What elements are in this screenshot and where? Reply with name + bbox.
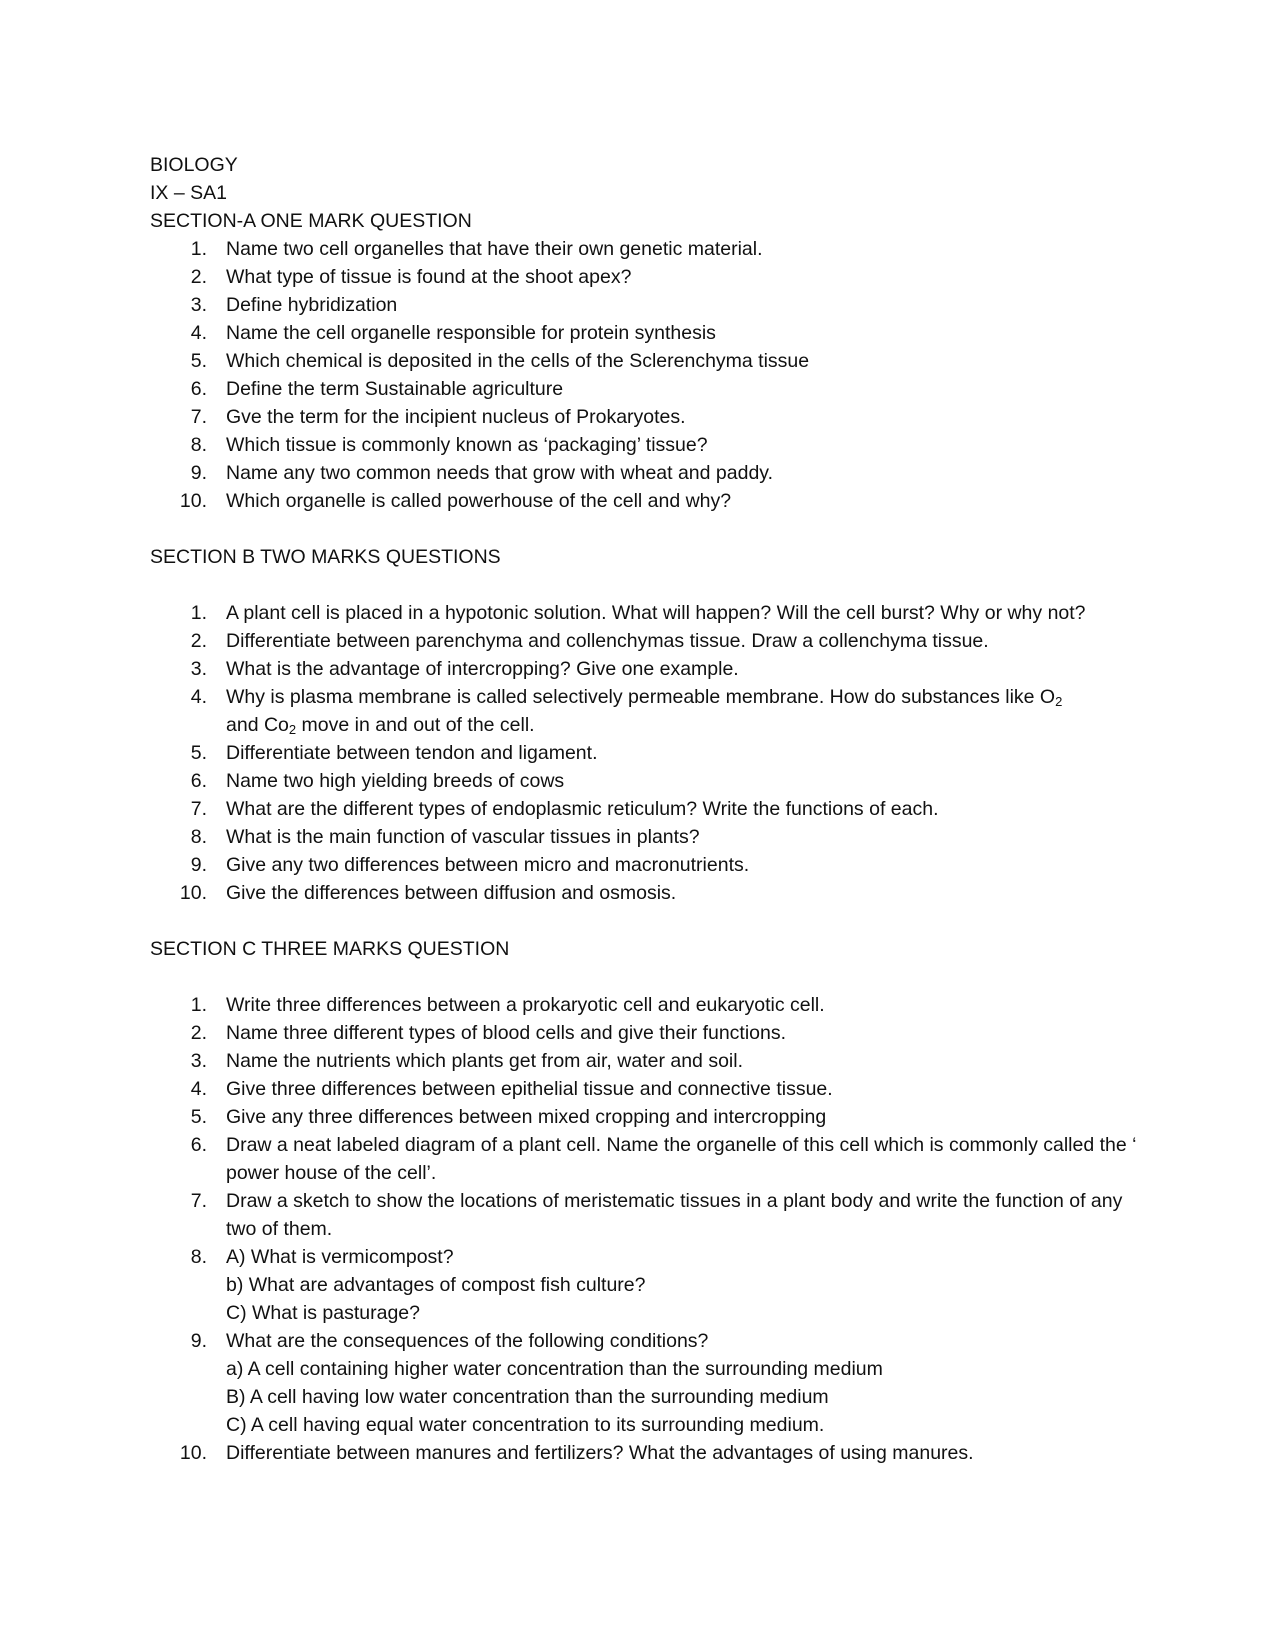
question-number: 1.	[190, 238, 207, 260]
question-item	[150, 347, 1150, 375]
question-number: 10.	[179, 490, 207, 512]
subscript: 2	[1055, 694, 1063, 709]
question-text: What are the different types of endoplasmic reticulum? Write the functions of each.	[226, 798, 939, 820]
sub-question: B) A cell having low water concentration than the surrounding medium	[226, 1386, 829, 1408]
question-text: Give any two differences between micro and macronutrients.	[226, 854, 750, 876]
question-text: What are the consequences of the following conditions?	[226, 1330, 709, 1352]
sub-question: C) A cell having equal water concentration to its surrounding medium.	[226, 1414, 825, 1436]
question-item	[150, 487, 1150, 515]
subject-title: BIOLOGY	[150, 154, 238, 176]
section-a-title: SECTION-A ONE MARK QUESTION	[150, 210, 472, 232]
question-item	[150, 739, 1150, 767]
question-text: What type of tissue is found at the shoot apex?	[226, 266, 632, 288]
question-number: 3.	[190, 1050, 207, 1072]
question-item	[150, 1075, 1150, 1103]
question-item	[150, 1047, 1150, 1075]
question-item	[150, 795, 1150, 823]
question-text: Define hybridization	[226, 294, 398, 316]
question-item	[150, 1103, 1150, 1131]
question-number: 4.	[190, 686, 207, 708]
section-c-question-list	[150, 991, 1150, 1467]
question-item	[150, 459, 1150, 487]
question-number: 1.	[190, 994, 207, 1016]
question-item	[150, 655, 1150, 683]
question-number: 2.	[190, 266, 207, 288]
question-item	[150, 1019, 1150, 1047]
sub-question: b) What are advantages of compost fish culture?	[226, 1274, 646, 1296]
question-number: 1.	[190, 602, 207, 624]
question-item	[150, 767, 1150, 795]
question-text: Gve the term for the incipient nucleus of Prokaryotes.	[226, 406, 686, 428]
question-item	[150, 291, 1150, 319]
question-number: 2.	[190, 630, 207, 652]
question-number: 7.	[190, 406, 207, 428]
question-text: Give any three differences between mixed cropping and intercropping	[226, 1106, 827, 1128]
question-number: 6.	[190, 770, 207, 792]
question-text-part: move in and out of the cell.	[296, 714, 535, 736]
sub-question: C) What is pasturage?	[226, 1302, 421, 1324]
question-number: 9.	[190, 854, 207, 876]
question-item	[150, 375, 1150, 403]
section-spacer	[150, 515, 1150, 543]
question-text: Draw a neat labeled diagram of a plant cell. Name the organelle of this cell which is commonly called the ‘ power house of the cell’.	[226, 1134, 1137, 1184]
question-number: 4.	[190, 1078, 207, 1100]
question-text: Give three differences between epithelial tissue and connective tissue.	[226, 1078, 833, 1100]
question-text: Differentiate between manures and fertilizers? What the advantages of using manures.	[226, 1442, 974, 1464]
section-b-question-list	[150, 599, 1150, 907]
question-item	[150, 851, 1150, 879]
question-text: Define the term Sustainable agriculture	[226, 378, 564, 400]
question-item	[150, 1327, 1150, 1439]
question-text-part: and Co	[226, 714, 289, 736]
question-number: 5.	[190, 742, 207, 764]
question-number: 9.	[190, 462, 207, 484]
section-c-title: SECTION C THREE MARKS QUESTION	[150, 938, 510, 960]
question-number: 6.	[190, 1134, 207, 1156]
question-item	[150, 1187, 1150, 1243]
question-number: 7.	[190, 798, 207, 820]
question-item	[150, 235, 1150, 263]
question-text: Name two high yielding breeds of cows	[226, 770, 565, 792]
question-number: 8.	[190, 434, 207, 456]
question-text: Which tissue is commonly known as ‘packaging’ tissue?	[226, 434, 708, 456]
exam-title: IX – SA1	[150, 182, 227, 204]
question-number: 5.	[190, 350, 207, 372]
section-b-title: SECTION B TWO MARKS QUESTIONS	[150, 546, 501, 568]
question-number: 9.	[190, 1330, 207, 1352]
question-item	[150, 263, 1150, 291]
question-number: 7.	[190, 1190, 207, 1212]
question-number: 8.	[190, 1246, 207, 1268]
question-text: Give the differences between diffusion and osmosis.	[226, 882, 677, 904]
question-item	[150, 431, 1150, 459]
question-text: Name the cell organelle responsible for protein synthesis	[226, 322, 716, 344]
question-text: Name two cell organelles that have their own genetic material.	[226, 238, 763, 260]
section-spacer	[150, 963, 1150, 991]
question-item	[150, 1243, 1150, 1327]
question-text: Differentiate between parenchyma and collenchymas tissue. Draw a collenchyma tissue.	[226, 630, 989, 652]
question-number: 3.	[190, 658, 207, 680]
question-text: Differentiate between tendon and ligament.	[226, 742, 598, 764]
question-text: A plant cell is placed in a hypotonic solution. What will happen? Will the cell burst? Why or why not?	[226, 602, 1086, 624]
section-a-question-list	[150, 235, 1150, 515]
question-item	[150, 1439, 1150, 1467]
question-item	[150, 823, 1150, 851]
question-item	[150, 403, 1150, 431]
question-text: Which organelle is called powerhouse of the cell and why?	[226, 490, 732, 512]
question-text: Draw a sketch to show the locations of meristematic tissues in a plant body and write the function of any two of them.	[226, 1190, 1123, 1240]
question-item	[150, 879, 1150, 907]
question-item	[150, 599, 1150, 627]
question-text-part: Why is plasma membrane is called selectively permeable membrane. How do substances like O	[226, 686, 1056, 708]
document-page	[150, 151, 1150, 1467]
sub-question: A) What is vermicompost?	[226, 1246, 454, 1268]
question-number: 2.	[190, 1022, 207, 1044]
subscript: 2	[288, 722, 297, 737]
question-item	[150, 627, 1150, 655]
question-number: 5.	[190, 1106, 207, 1128]
question-text: Name three different types of blood cells and give their functions.	[226, 1022, 787, 1044]
question-item	[150, 991, 1150, 1019]
question-number: 8.	[190, 826, 207, 848]
sub-question: a) A cell containing higher water concentration than the surrounding medium	[226, 1358, 883, 1380]
question-text: Name the nutrients which plants get from air, water and soil.	[226, 1050, 743, 1072]
question-text: What is the advantage of intercropping? Give one example.	[226, 658, 739, 680]
question-text: Write three differences between a prokaryotic cell and eukaryotic cell.	[226, 994, 825, 1016]
section-spacer	[150, 907, 1150, 935]
section-spacer	[150, 571, 1150, 599]
question-number: 10.	[179, 1442, 207, 1464]
question-item	[150, 1131, 1150, 1187]
question-item	[150, 319, 1150, 347]
question-text: Which chemical is deposited in the cells of the Sclerenchyma tissue	[226, 350, 810, 372]
question-number: 10.	[179, 882, 207, 904]
question-number: 6.	[190, 378, 207, 400]
question-text	[226, 686, 1062, 736]
question-text: What is the main function of vascular tissues in plants?	[226, 826, 700, 848]
question-text: Name any two common needs that grow with wheat and paddy.	[226, 462, 774, 484]
question-number: 4.	[190, 322, 207, 344]
question-number: 3.	[190, 294, 207, 316]
question-item	[150, 683, 1150, 739]
